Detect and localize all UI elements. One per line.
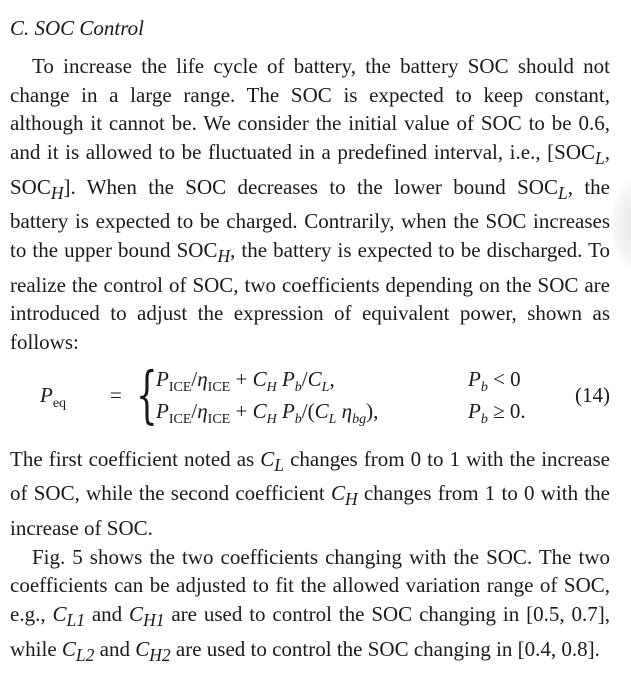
- equation-equals-sign: =: [110, 382, 122, 407]
- section-heading: C. SOC Control: [10, 16, 144, 40]
- equation-row-2-expression: $P_{ICE}/\eta_{ICE} + C_H$ $P_b/(C_L$ $\eta_{bg}$),: [156, 398, 379, 427]
- equation-row-1-condition: $P_b < 0$: [468, 366, 521, 395]
- scan-edge-shadow: [611, 180, 631, 270]
- equation-14: [10, 357, 610, 439]
- paragraph-coefficients: The first coefficient noted as $C_L$ changes from 0 to 1 with the increase of SOC, while the second coefficient $C_H$ changes from 1 to 0 with the increase of SOC.: [10, 446, 610, 541]
- equation-brace: {: [136, 357, 158, 431]
- paragraph-fig5: Fig. 5 shows the two coefficients changing with the SOC. The two coefficients can be adjusted to fit the allowed variation range of SOC, e.g., $C_{L1}$ and $C_{H1}$ are used to control the SOC changing in [0.5, 0.7], while $C_{L2}$ and $C_{H2}$ are used to control the SOC changing in [0.4, 0.8].: [10, 544, 611, 665]
- paragraph-soc-intro: To increase the life cycle of battery, the battery SOC should not change in a large range. The SOC is expected to keep constant, although it cannot be. We consider the initial value of SOC to be 0.6, and it is allowed to be fluctuated in a predefined interval, i.e., [$SOC_L$, $SOC_H$]. When the SOC decreases to the lower bound $SOC_L$, the battery is expected to be charged. Contrarily, when the SOC increases to the upper bound $SOC_H$, the battery is expected to be discharged. To realize the control of SOC, two coefficients depending on the SOC are introduced to adjust the expression of equivalent power, shown as follows:: [10, 54, 610, 354]
- equation-lhs: $P_{eq}$: [40, 382, 67, 411]
- equation-number: (14): [575, 382, 610, 407]
- equation-row-1-expression: $P_{ICE}/\eta_{ICE} + C_H$ $P_b/C_L$,: [156, 366, 335, 395]
- paper-page: [10, 14, 610, 669]
- equation-row-2-condition: $P_b \ge 0$.: [468, 398, 526, 427]
